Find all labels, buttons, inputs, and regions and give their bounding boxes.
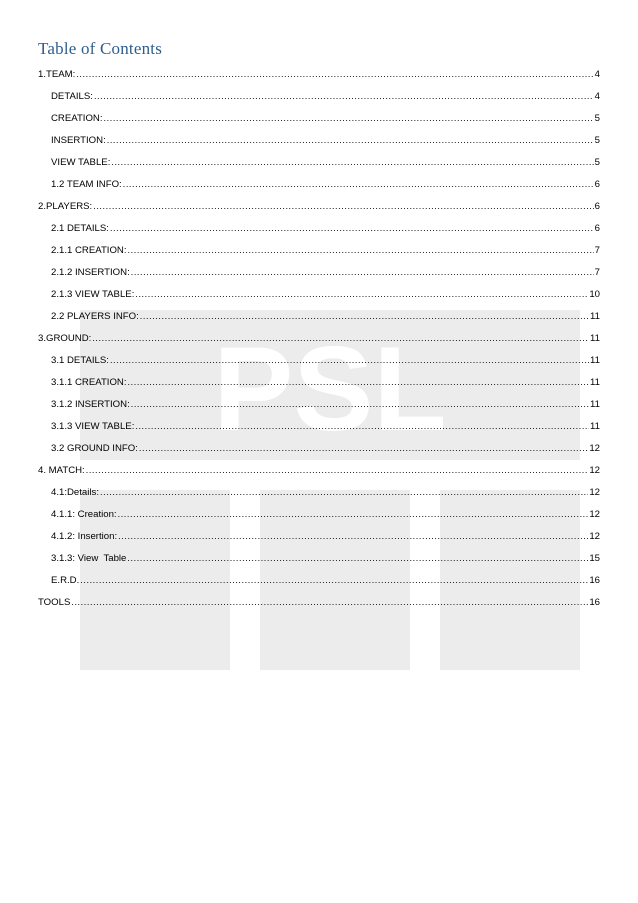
toc-entry-page: 11 (590, 333, 600, 344)
toc-entry-page: 12 (589, 443, 600, 454)
toc-entry[interactable] (38, 564, 600, 586)
toc-entry-page: 5 (594, 157, 600, 168)
toc-dot-leader (118, 508, 589, 520)
toc-entry-label: 3.1.2 INSERTION: (51, 399, 130, 410)
toc-entry[interactable] (38, 256, 600, 278)
toc-entry[interactable] (38, 168, 600, 190)
toc-entry[interactable] (38, 366, 600, 388)
toc-dot-leader (93, 200, 593, 212)
toc-dot-leader (135, 420, 589, 432)
toc-entry-page: 11 (590, 355, 600, 366)
toc-entry-page: 4 (594, 91, 600, 102)
toc-entry-label: 3.1 DETAILS: (51, 355, 109, 366)
toc-entry-page: 12 (589, 487, 600, 498)
toc-entry-page: 4 (594, 69, 600, 80)
toc-entry-label: 2.PLAYERS: (38, 201, 93, 212)
toc-entry-page: 5 (594, 135, 600, 146)
toc-entry-label: 3.GROUND: (38, 333, 92, 344)
toc-entry-label: 3.2 GROUND INFO: (51, 443, 138, 454)
toc-dot-leader (80, 574, 588, 586)
toc-dot-leader (76, 68, 593, 80)
toc-entry-page: 6 (594, 179, 600, 190)
toc-entry-page: 6 (594, 201, 600, 212)
toc-entry[interactable] (38, 124, 600, 146)
toc-entry[interactable] (38, 432, 600, 454)
toc-entry[interactable] (38, 190, 600, 212)
watermark-text: PSL (213, 322, 447, 456)
toc-entry-label: 3.1.1 CREATION: (51, 377, 127, 388)
toc-entry[interactable] (38, 322, 600, 344)
toc-entry-page: 7 (594, 267, 600, 278)
toc-dot-leader (135, 288, 588, 300)
toc-entry[interactable] (38, 586, 600, 608)
toc-entry-label: 3.1.3 VIEW TABLE: (51, 421, 135, 432)
toc-dot-leader (107, 134, 594, 146)
toc-entry-label: 2.1 DETAILS: (51, 223, 109, 234)
toc-entry-page: 11 (590, 399, 600, 410)
toc-entry-label: 2.1.3 VIEW TABLE: (51, 289, 135, 300)
toc-dot-leader (123, 178, 594, 190)
toc-entry-label: 2.2 PLAYERS INFO: (51, 311, 139, 322)
toc-dot-leader (104, 112, 594, 124)
toc-entry-page: 12 (589, 509, 600, 520)
toc-dot-leader (131, 398, 589, 410)
toc-entry[interactable] (38, 476, 600, 498)
toc-dot-leader (71, 596, 588, 608)
toc-dot-leader (140, 310, 589, 322)
toc-entry-label: 1.2 TEAM INFO: (51, 179, 122, 190)
toc-entry-label: INSERTION: (51, 135, 106, 146)
toc-entry[interactable] (38, 410, 600, 432)
toc-entry[interactable] (38, 58, 600, 80)
toc-entry[interactable] (38, 146, 600, 168)
toc-entry[interactable] (38, 388, 600, 410)
toc-entry[interactable] (38, 234, 600, 256)
toc-entry-label: 2.1.1 CREATION: (51, 245, 127, 256)
toc-dot-leader (118, 530, 588, 542)
toc-entry[interactable] (38, 344, 600, 366)
toc-entry[interactable] (38, 212, 600, 234)
toc-entry[interactable] (38, 498, 600, 520)
toc-entry[interactable] (38, 102, 600, 124)
toc-dot-leader (131, 266, 594, 278)
table-of-contents (38, 58, 600, 608)
toc-entry[interactable] (38, 542, 600, 564)
toc-entry-page: 16 (589, 597, 600, 608)
toc-entry-page: 15 (589, 553, 600, 564)
toc-dot-leader (110, 222, 594, 234)
toc-entry-label: 4. MATCH: (38, 465, 85, 476)
toc-entry-page: 12 (589, 465, 600, 476)
toc-entry-label: 2.1.2 INSERTION: (51, 267, 130, 278)
toc-dot-leader (86, 464, 589, 476)
toc-dot-leader (128, 376, 590, 388)
toc-entry[interactable] (38, 300, 600, 322)
toc-entry-label: 1.TEAM: (38, 69, 76, 80)
toc-dot-leader (111, 156, 593, 168)
toc-entry-page: 5 (594, 113, 600, 124)
toc-entry[interactable] (38, 454, 600, 476)
toc-dot-leader (127, 552, 588, 564)
toc-entry[interactable] (38, 520, 600, 542)
toc-entry[interactable] (38, 80, 600, 102)
toc-title: Table of Contents (38, 39, 163, 58)
toc-entry-page: 11 (590, 311, 600, 322)
toc-entry-label: TOOLS (38, 597, 71, 608)
toc-entry-label: VIEW TABLE: (51, 157, 111, 168)
toc-entry-page: 11 (590, 421, 600, 432)
toc-entry-label: CREATION: (51, 113, 103, 124)
toc-entry-label: 4.1:Details: (51, 487, 99, 498)
toc-entry-page: 6 (594, 223, 600, 234)
toc-entry-page: 11 (590, 377, 600, 388)
toc-dot-leader (94, 90, 594, 102)
toc-entry-page: 10 (589, 289, 600, 300)
toc-dot-leader (139, 442, 588, 454)
toc-entry[interactable] (38, 278, 600, 300)
toc-entry-label: E.R.D. (51, 575, 80, 586)
toc-entry-label: 4.1.1: Creation: (51, 509, 117, 520)
toc-entry-label: 4.1.2: Insertion: (51, 531, 118, 542)
toc-entry-label: 3.1.3: View Table (51, 553, 127, 564)
toc-dot-leader (92, 332, 589, 344)
toc-entry-page: 12 (589, 531, 600, 542)
toc-dot-leader (128, 244, 594, 256)
toc-dot-leader (100, 486, 588, 498)
toc-entry-page: 7 (594, 245, 600, 256)
toc-entry-label: DETAILS: (51, 91, 93, 102)
toc-entry-page: 16 (589, 575, 600, 586)
toc-dot-leader (110, 354, 589, 366)
